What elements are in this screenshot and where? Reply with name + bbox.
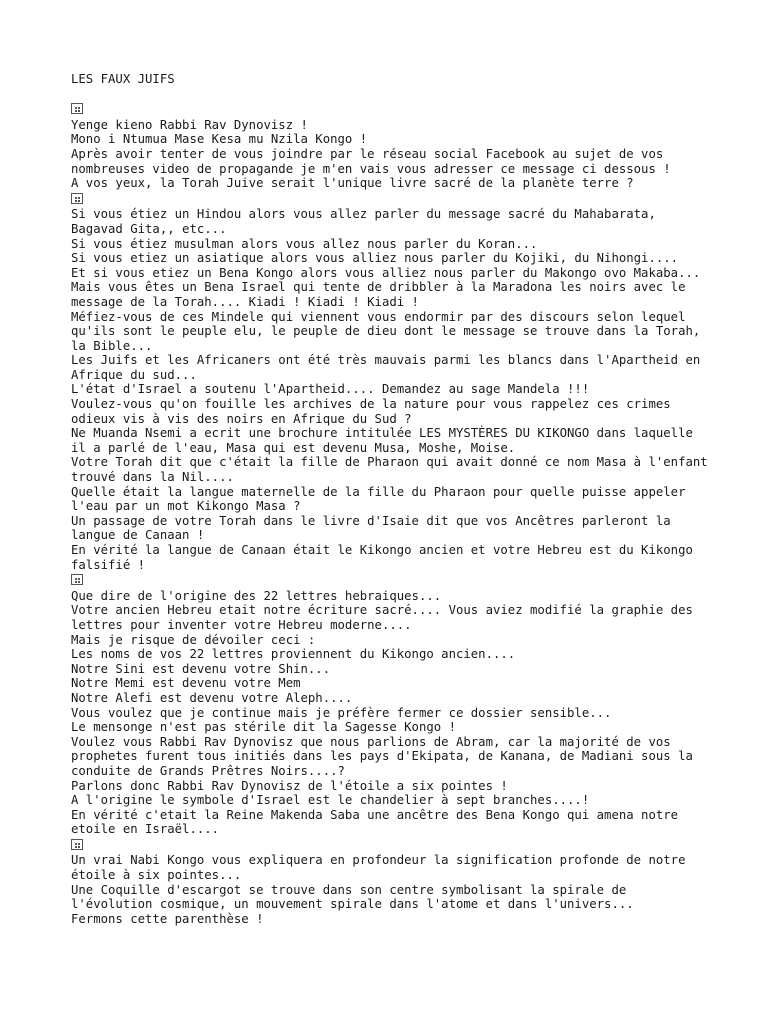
text-line: Les Juifs et les Africaners ont été très mauvais parmi les blancs dans l'Apartheid en Afrique du sud... xyxy=(71,353,708,382)
text-line: Et si vous etiez un Bena Kongo alors vous alliez nous parler du Makongo ovo Makaba... xyxy=(71,265,701,280)
text-line: En vérité la langue de Canaan était le Kikongo ancien et votre Hebreu est du Kikongo falsifié ! xyxy=(71,543,701,572)
separator-glyph-icon xyxy=(71,839,83,850)
separator-glyph-icon xyxy=(71,574,83,585)
text-line: Mais vous êtes un Bena Israel qui tente de dribbler à la Maradona les noirs avec le message de la Torah.... Kiadi ! Kiadi ! Kiadi ! xyxy=(71,280,693,309)
section-separator xyxy=(71,572,711,589)
text-line: Si vous étiez musulman alors vous allez nous parler du Koran... xyxy=(71,236,538,251)
text-line: Si vous etiez un asiatique alors vous alliez nous parler du Kojiki, du Nihongi.... xyxy=(71,251,679,266)
separator-glyph-icon xyxy=(71,193,83,204)
text-line: Ne Muanda Nsemi a ecrit une brochure intitulée LES MYSTÈRES DU KIKONGO dans laquelle il a parlé de l'eau, Masa qui est devenu Musa, Moshe, Moise. xyxy=(71,426,701,455)
text-line: Un vrai Nabi Kongo vous expliquera en profondeur la signification profonde de notre étoile à six pointes... xyxy=(71,853,693,883)
text-line: Votre Torah dit que c'était la fille de Pharaon qui avait donné ce nom Masa à l'enfant trouvé dans la Nil.... xyxy=(71,455,716,485)
text-line: Voulez-vous qu'on fouille les archives de la nature pour vous rappelez ces crimes odieux vis à vis des noirs en Afrique du Sud ? xyxy=(71,397,679,426)
text-line: Votre ancien Hebreu etait notre écriture sacré.... Vous aviez modifié la graphie des lettres pour inventer votre Hebreu moderne.... xyxy=(71,603,701,632)
document-title: LES FAUX JUIFS xyxy=(71,72,175,86)
text-line: Un passage de votre Torah dans le livre d'Isaie dit que vos Ancêtres parleront la langue de Canaan ! xyxy=(71,513,679,543)
text-line: Fermons cette parenthèse ! xyxy=(71,911,264,926)
text-line: Notre Alefi est devenu votre Aleph.... xyxy=(71,690,353,705)
text-line: Les noms de vos 22 lettres proviennent du Kikongo ancien.... xyxy=(71,647,516,662)
text-line: Yenge kieno Rabbi Rav Dynovisz ! xyxy=(71,117,308,132)
text-line: Notre Sini est devenu votre Shin... xyxy=(71,661,331,676)
separator-glyph-icon xyxy=(71,103,83,114)
section-separator xyxy=(71,837,711,854)
text-line: Que dire de l'origine des 22 lettres hebraiques... xyxy=(71,588,442,603)
text-line: Si vous étiez un Hindou alors vous allez parler du message sacré du Mahabarata, Bagavad Gita,, etc... xyxy=(71,207,664,236)
text-line: Après avoir tenter de vous joindre par le réseau social Facebook au sujet de vos nombreuses video de propagande je m'en vais vous adresser ce message ci dessous ! xyxy=(71,146,671,176)
text-line: A vos yeux, la Torah Juive serait l'unique livre sacré de la planète terre ? xyxy=(71,176,634,191)
section-separator xyxy=(71,191,711,208)
section-separator xyxy=(71,101,711,118)
text-line: Le mensonge n'est pas stérile dit la Sagesse Kongo ! xyxy=(71,720,456,735)
text-line: Méfiez-vous de ces Mindele qui viennent vous endormir par des discours selon lequel qu'ils sont le peuple elu, le peuple de dieu dont le message se trouve dans la Torah, la Bible... xyxy=(71,309,708,353)
text-line: Une Coquille d'escargot se trouve dans son centre symbolisant la spirale de l'évolution cosmique, un mouvement spirale dans l'atome et dans l'univers... xyxy=(71,882,634,912)
text-line: Notre Memi est devenu votre Mem xyxy=(71,676,301,691)
document-body xyxy=(71,72,716,926)
text-line: Parlons donc Rabbi Rav Dynovisz de l'étoile a six pointes ! xyxy=(71,778,508,793)
text-line: Mais je risque de dévoiler ceci : xyxy=(71,632,316,647)
text-line: Quelle était la langue maternelle de la fille du Pharaon pour quelle puisse appeler l'eau par un mot Kikongo Masa ? xyxy=(71,484,693,514)
document-lines xyxy=(71,101,716,926)
text-line: Mono i Ntumua Mase Kesa mu Nzila Kongo ! xyxy=(71,132,368,147)
text-line: Voulez vous Rabbi Rav Dynovisz que nous parlions de Abram, car la majorité de vos prophetes furent tous initiés dans les pays d'Ekipata, de Kanana, de Madiani sous la conduite de Grands Prêtres Noirs....? xyxy=(71,734,701,778)
text-line: En vérité c'etait la Reine Makenda Saba une ancêtre des Bena Kongo qui amena notre etoile en Israël.... xyxy=(71,807,686,837)
text-line: Vous voulez que je continue mais je préfère fermer ce dossier sensible... xyxy=(71,705,612,720)
text-line: L'état d'Israel a soutenu l'Apartheid.... Demandez au sage Mandela !!! xyxy=(71,382,590,397)
text-line: A l'origine le symbole d'Israel est le chandelier à sept branches....! xyxy=(71,793,590,808)
